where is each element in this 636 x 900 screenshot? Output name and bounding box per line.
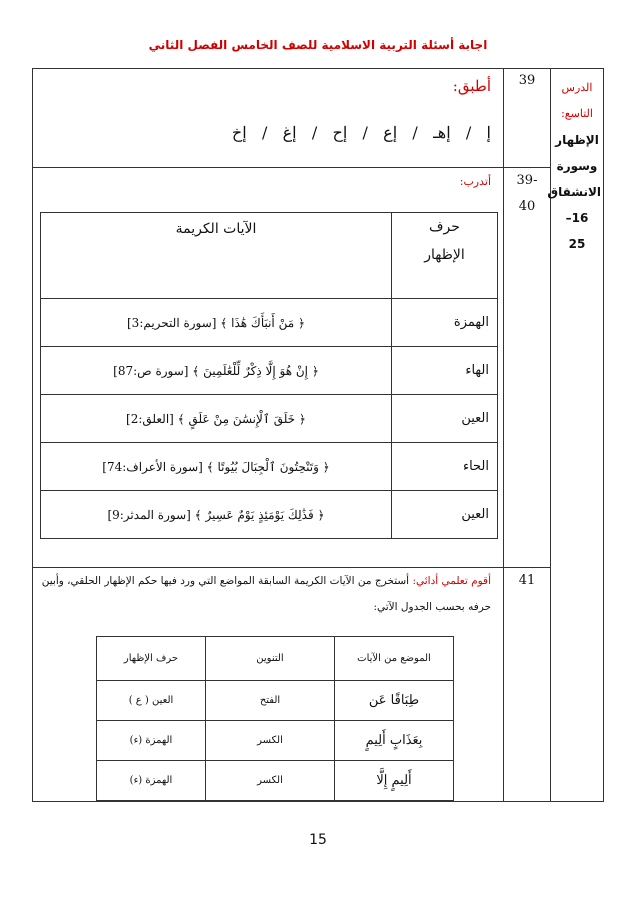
table-row [97,681,454,721]
practice-letter: العين [392,491,498,539]
table-row [41,299,498,347]
divider-row-2 [33,567,550,568]
page-title: اجابة أسئلة التربية الاسلامية للصف الخامس الفصل الثاني [148,38,488,52]
table-row [97,761,454,801]
lesson-name-3: الانشقاق [547,185,601,199]
practice-col-verses: الآيات الكريمة [41,213,392,299]
practice-header-row [41,213,498,299]
lesson-range-1: 16– [565,211,589,225]
practice-verse: ﴿ مَنْ أَنبَأَكَ هَٰذَا ﴾ [سورة التحريم:3] [41,299,392,347]
lesson-info [547,75,601,257]
evaluate-location: طِبَاقًا عَن [335,681,454,721]
practice-letter: العين [392,395,498,443]
evaluate-letter: العين ( ع ) [97,681,206,721]
practice-letter: الهاء [392,347,498,395]
practice-verse: ﴿ وَتَنْحِتُونَ ٱلْجِبَالَ بُيُوتًا ﴾ [سورة الأعراف:74] [41,443,392,491]
practice-col-letter-1: حرف [429,219,460,235]
evaluate-tanween: الفتح [206,681,335,721]
lesson-label: الدرس [561,81,593,94]
evaluate-heading: أقوم تعلمي أدائي: [412,575,491,587]
practice-col-letter-2: الإظهار [424,247,465,263]
evaluate-location: أَلِيمٍ إِلَّا [335,761,454,801]
evaluate-text-2: حرفه بحسب الجدول الآتي: [373,601,491,613]
evaluate-col-letter: حرف الإظهار [97,637,206,681]
evaluate-col-location: الموضع من الآيات [335,637,454,681]
apply-heading: أطبق: [452,77,491,95]
evaluate-instructions [35,573,491,590]
practice-letter: الحاء [392,443,498,491]
practice-verse: ﴿ إِنْ هُوَ إِلَّا ذِكْرٌ لِّلْعَٰلَمِينَ ﴾ [سورة ص:87] [41,347,392,395]
practice-table [40,212,498,539]
table-row [41,443,498,491]
row1-page-number: 39 [518,73,536,88]
table-row [41,491,498,539]
practice-col-letter [392,213,498,299]
table-row [41,395,498,443]
evaluate-header-row [97,637,454,681]
page-number: 15 [309,832,327,848]
evaluate-location: بِعَذَابٍ أَلِيمٍ [335,721,454,761]
lesson-name-1: الإظهار [555,133,599,147]
table-row [41,347,498,395]
lesson-name-2: وسورة [556,159,598,173]
evaluate-letter: الهمزة (ء) [97,761,206,801]
divider-page-column [503,69,504,801]
evaluate-letter: الهمزة (ء) [97,721,206,761]
row2-page-number-2: 40 [518,199,536,214]
evaluate-table [96,636,454,801]
apply-letters: إ / إهـ / إع / إح / إغ / إخ [231,123,491,142]
lesson-range-2: 25 [568,237,586,251]
evaluate-col-tanween: التنوين [206,637,335,681]
evaluate-tanween: الكسر [206,761,335,801]
practice-verse: ﴿ خَلَقَ ٱلْإِنسَٰنَ مِنْ عَلَقٍ ﴾ [العلق:2] [41,395,392,443]
practice-heading: أتدرب: [459,175,491,188]
row3-page-number: 41 [518,573,536,588]
divider-row-1 [33,167,550,168]
table-row [97,721,454,761]
lesson-number: التاسع: [561,107,593,120]
evaluate-tanween: الكسر [206,721,335,761]
row2-page-number-1: 39- [516,173,538,188]
evaluate-text-1: أستخرج من الآيات الكريمة السابقة المواضع التي ورد فيها حكم الإظهار الحلقي، وأبين [41,575,410,587]
practice-letter: الهمزة [392,299,498,347]
practice-verse: ﴿ فَذَٰلِكَ يَوْمَئِذٍ يَوْمٌ عَسِيرٌ ﴾ [سورة المدثر:9] [41,491,392,539]
